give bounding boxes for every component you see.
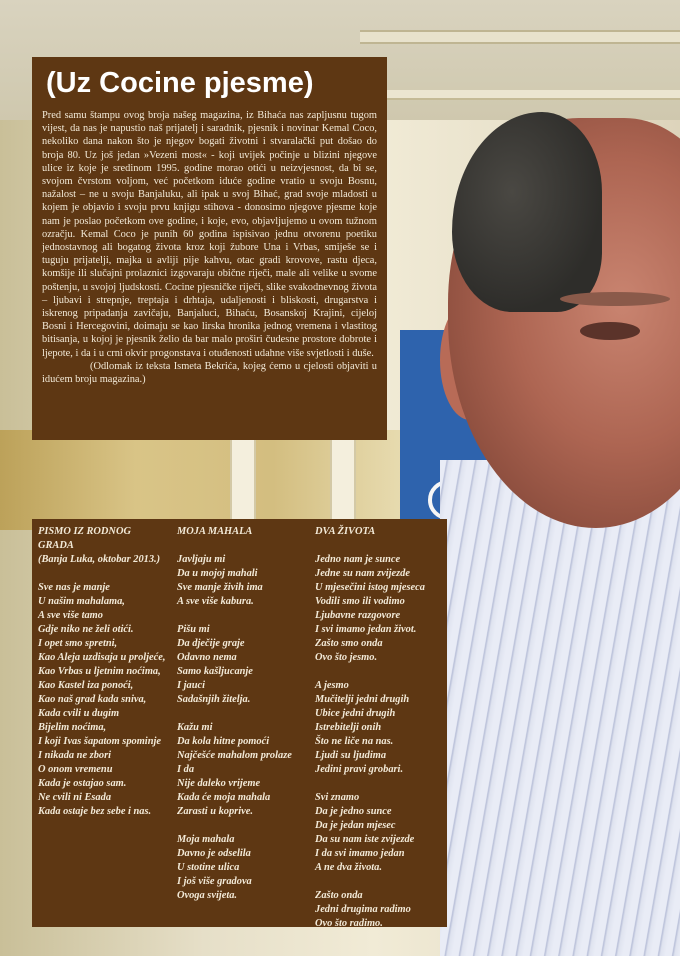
poem-line: Bijelim noćima,	[38, 722, 107, 733]
poem-lines	[38, 567, 166, 819]
poem-column-1	[38, 525, 166, 819]
poem-line: Mučitelji jedni drugih	[315, 694, 410, 705]
poem-line: Samo kašljucanje	[177, 666, 253, 677]
poem-column-2	[177, 525, 313, 903]
poem-line: Kao naš grad kada sniva,	[38, 694, 147, 705]
poem-line: U mjesečini istog mjeseca	[315, 582, 425, 593]
poem-title: DVA ŽIVOTA	[315, 526, 376, 537]
poem-line: Ubice jedni drugih	[315, 708, 396, 719]
poem-line: Sve nas je manje	[38, 582, 110, 593]
poem-line: A sve više tamo	[38, 610, 103, 621]
poem-line: Svi znamo	[315, 792, 360, 803]
poem-line: I svi imamo jedan život.	[315, 624, 417, 635]
poem-line: Ljubavne razgovore	[315, 610, 401, 621]
intro-paragraph: Pred samu štampu ovog broja našeg magazina, iz Bihaća nas zapljusnu tugom vijest, da nas je napustio naš prijatelj i saradnik, pjesnik i novinar Kemal Coco, nekoliko dana nakon što je njegov bogati životni i stvaralački put došao do broja 80. Uz još jedan »Vezeni most« - koji uvijek počinje u blizini njegove ulice iz koje je sredinom 1995. godine morao otići u neizvjesnost, da bi se, svojom čvrstom voljom, već početkom iduće godine vratio u svoju Bosnu, nažalost – ne u svoju Banjaluku, ali ipak u svoj Bihać, grad svoje mladosti u kojem je objavio i svoju prvu knjigu stihova - donosimo njegove pjesme koje nam je poslao početkom ove godine, i koje, evo, objavljujemo u ovom tužnom ozračju. Kemal Coco je punih 60 godina ispisivao jednu otvorenu poetiku jednostavnog ali bogatog života kroz koji žubore Una i Vrbas, smiješe se i tuguju prijatelji, majka u avliji pije kahvu, otac gradi krovove, rastu djeca, komšije ili slučajni prolaznici izgovaraju obične riječi, male ali velike u svome poštenju, u svojoj ljudskosti. Cocine pjesničke riječi, slike svakodnevnog života – ljubavi i strepnje, treptaja i drhtaja, udaljenosti i bliskosti, drugarstva i iskrenog pripadanja zavičaju, Banjaluci, Bihaću, Bosanskoj Krajini, cijeloj Bosni i Hercegovini, doimaju se kao lirska hronika jednog vremena i vlastitog bitisanja, u kojoj je pjesnik želio da bar malo proširi čudesne prostore dobrote i ljepote, i da i u crni okvir progonstava i otuđenosti udahne više svjetlosti i duše.	[42, 110, 377, 359]
portrait-eye	[580, 322, 640, 340]
poem-line: Da kola hitne pomoći	[177, 736, 270, 747]
stanza-gap	[315, 665, 447, 679]
intro-panel	[32, 57, 387, 440]
poem-line: Kao Aleja uzdisaja u proljeće,	[38, 652, 166, 663]
poem-line: I da	[177, 764, 195, 775]
portrait-brow	[560, 292, 670, 306]
poem-line: Kao Vrbas u ljetnim noćima,	[38, 666, 161, 677]
poem-line: Kažu mi	[177, 722, 213, 733]
stanza-gap	[177, 819, 313, 833]
poem-line: Što ne liče na nas.	[315, 736, 394, 747]
poem-line: Sadašnjih žitelja.	[177, 694, 251, 705]
poem-line: Nije daleko vrijeme	[177, 778, 261, 789]
poem-lines	[177, 539, 313, 903]
poem-line: Ovoga svijeta.	[177, 890, 238, 901]
poem-line: A sve više kabura.	[177, 596, 254, 607]
poem-line: Jedne su nam zvijezde	[315, 568, 410, 579]
poem-line: Ne cvili ni Esada	[38, 792, 112, 803]
poem-line: I jauci	[177, 680, 206, 691]
intro-text	[42, 109, 377, 386]
poem-line: Ovo što radimo.	[315, 918, 383, 929]
poem-line: Kada ostaje bez sebe i nas.	[38, 806, 152, 817]
poem-line: Da dječije graje	[177, 638, 245, 649]
poem-line: Vodili smo ili vodimo	[315, 596, 405, 607]
poem-column-3	[315, 525, 447, 931]
poem-line: Odavno nema	[177, 652, 237, 663]
wall-molding	[360, 30, 680, 44]
poem-line: I još više gradova	[177, 876, 252, 887]
poem-line: Najčešće mahalom prolaze	[177, 750, 292, 761]
poem-line: Pišu mi	[177, 624, 210, 635]
poem-line: Da je jedno sunce	[315, 806, 392, 817]
poem-line: Kao Kastel iza ponoći,	[38, 680, 134, 691]
poem-line: A ne dva života.	[315, 862, 382, 873]
poem-line: Da su nam iste zvijezde	[315, 834, 415, 845]
poem-line: A jesmo	[315, 680, 349, 691]
poem-line: Da u mojoj mahali	[177, 568, 258, 579]
poem-line: I nikada ne zbori	[38, 750, 112, 761]
poem-line: U stotine ulica	[177, 862, 240, 873]
stanza-gap	[177, 539, 313, 553]
poem-line: Moja mahala	[177, 834, 235, 845]
stanza-gap	[177, 609, 313, 623]
portrait-hair	[452, 112, 602, 312]
poem-line: Zašto smo onda	[315, 638, 383, 649]
source-note: (Odlomak iz teksta Ismeta Bekrića, kojeg ćemo u cjelosti objaviti u idućem broju magazina.)	[42, 360, 377, 386]
stanza-gap	[177, 707, 313, 721]
poem-line: Kada cvili u dugim	[38, 708, 120, 719]
poem-line: Davno je odselila	[177, 848, 251, 859]
poem-line: Istrebitelji onih	[315, 722, 382, 733]
poem-line: O onom vremenu	[38, 764, 113, 775]
poem-line: Gdje niko ne želi otići.	[38, 624, 134, 635]
poem-line: Javljaju mi	[177, 554, 226, 565]
poem-line: I da svi imamo jedan	[315, 848, 405, 859]
poem-line: I opet smo spretni,	[38, 638, 118, 649]
poem-line: Jedno nam je sunce	[315, 554, 401, 565]
striped-shirt	[440, 460, 680, 956]
stanza-gap	[38, 567, 166, 581]
poem-line: Ljudi su ljudima	[315, 750, 387, 761]
poem-line: I koji Ivas šapatom spominje	[38, 736, 161, 747]
stanza-gap	[315, 539, 447, 553]
stanza-gap	[315, 777, 447, 791]
poem-line: Kada će moja mahala	[177, 792, 271, 803]
poem-line: Zarasti u koprive.	[177, 806, 253, 817]
poem-line: Da je jedan mjesec	[315, 820, 396, 831]
poem-line: Zašto onda	[315, 890, 363, 901]
poem-subtitle: (Banja Luka, oktobar 2013.)	[38, 554, 161, 565]
poem-title: PISMO IZ RODNOG GRADA	[38, 526, 131, 551]
poem-lines	[315, 539, 447, 931]
article-title: (Uz Cocine pjesme)	[46, 67, 314, 99]
poem-line: Sve manje živih ima	[177, 582, 263, 593]
wall-molding-lower	[360, 90, 680, 100]
stanza-gap	[315, 875, 447, 889]
poem-line: Kada je ostajao sam.	[38, 778, 127, 789]
poem-line: U našim mahalama,	[38, 596, 125, 607]
poem-line: Jedini pravi grobari.	[315, 764, 404, 775]
poem-title: MOJA MAHALA	[177, 526, 253, 537]
poems-panel	[32, 519, 447, 927]
poem-line: Jedni drugima radimo	[315, 904, 411, 915]
poem-line: Ovo što jesmo.	[315, 652, 378, 663]
